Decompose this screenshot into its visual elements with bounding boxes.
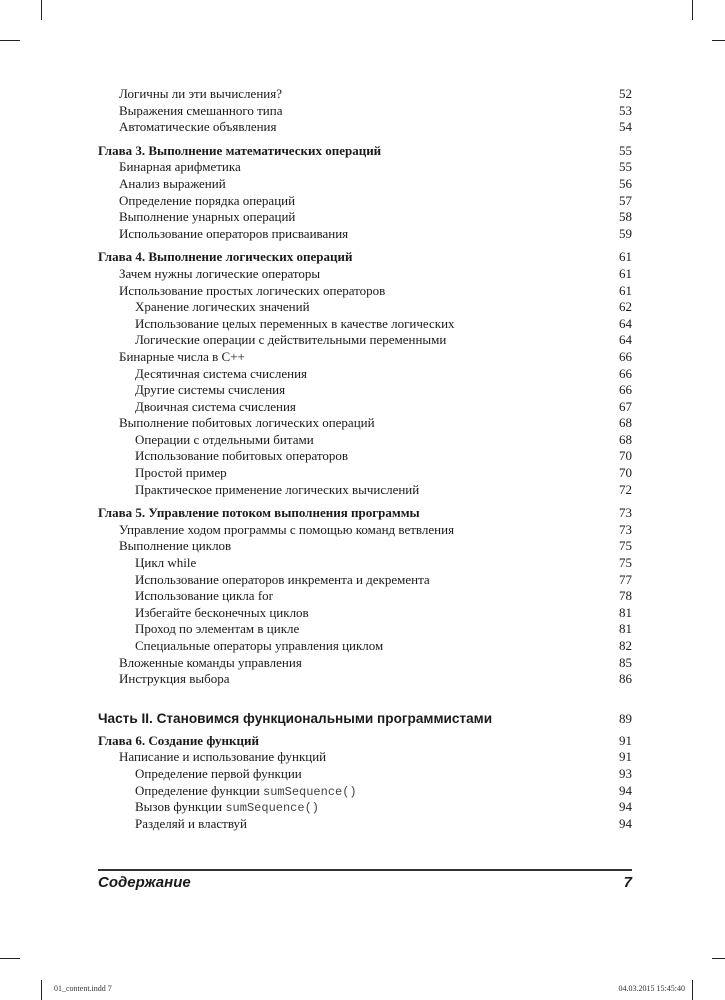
toc-entry-page: 53 xyxy=(619,102,632,118)
toc-entry-page: 67 xyxy=(619,398,632,414)
toc-entry-text: Цикл while xyxy=(135,555,197,571)
toc-entry[interactable] xyxy=(98,103,632,120)
toc-entry-title xyxy=(135,783,357,801)
toc-entry[interactable] xyxy=(98,638,632,655)
toc-entry-page: 82 xyxy=(619,638,632,653)
toc-entry-title xyxy=(135,465,227,482)
toc-entry[interactable] xyxy=(98,448,632,465)
toc-entry[interactable] xyxy=(98,816,632,833)
toc-entry-text: Бинарная арифметика xyxy=(119,159,241,175)
toc-entry-page: 75 xyxy=(619,538,632,554)
toc-entry-title xyxy=(135,448,348,465)
toc-entry-code: sumSequence() xyxy=(263,784,357,799)
toc-entry-text: Хранение логических значений xyxy=(135,299,310,315)
crop-mark xyxy=(41,980,42,1000)
toc-entry-text: Десятичная система счисления xyxy=(135,365,308,381)
toc-entry-page: 85 xyxy=(619,654,632,670)
toc-entry-page: 61 xyxy=(619,265,632,281)
toc-entry[interactable] xyxy=(98,316,632,333)
toc-chapter-entry[interactable] xyxy=(98,505,632,522)
toc-entry-title xyxy=(119,86,282,103)
crop-mark xyxy=(712,958,725,959)
toc-entry-page: 94 xyxy=(619,815,632,831)
toc-entry-title xyxy=(135,555,196,572)
toc-entry-text: Двоичная система счисления xyxy=(135,398,296,414)
toc-entry[interactable] xyxy=(98,522,632,539)
toc-entry[interactable] xyxy=(98,399,632,416)
toc-entry[interactable] xyxy=(98,332,632,349)
toc-entry-text: Автоматические объявления xyxy=(119,119,277,135)
toc-entry-title xyxy=(119,349,245,366)
toc-entry-title xyxy=(98,249,352,266)
toc-entry[interactable] xyxy=(98,799,632,816)
toc-entry-title xyxy=(135,621,299,638)
toc-entry-title xyxy=(119,266,320,283)
toc-entry-text: Вызов функции xyxy=(135,799,226,815)
toc-entry-title xyxy=(135,766,302,783)
toc-entry-page: 91 xyxy=(619,732,632,748)
toc-entry-page: 55 xyxy=(619,142,632,158)
toc-entry-text: Зачем нужны логические операторы xyxy=(119,265,321,281)
toc-entry[interactable] xyxy=(98,119,632,136)
toc-entry-page: 86 xyxy=(619,671,632,687)
toc-entry[interactable] xyxy=(98,621,632,638)
toc-entry-text: Глава 3. Выполнение математических операций xyxy=(98,142,382,158)
toc-entry-text: Использование простых логических операторов xyxy=(119,282,386,298)
toc-entry-page: 56 xyxy=(619,175,632,191)
toc-entry[interactable] xyxy=(98,209,632,226)
toc-entry-text: Определение порядка операций xyxy=(119,192,296,208)
toc-entry-title xyxy=(119,159,241,176)
toc-entry-title xyxy=(98,710,492,728)
toc-entry-title xyxy=(135,432,314,449)
toc-entry-text: Глава 4. Выполнение логических операций xyxy=(98,249,353,265)
toc-entry-title xyxy=(135,399,296,416)
crop-mark xyxy=(0,958,20,959)
crop-mark xyxy=(692,0,693,20)
toc-entry-text: Использование операторов присваивания xyxy=(119,225,349,241)
toc-entry-page: 68 xyxy=(619,431,632,447)
toc-entry-title xyxy=(135,605,309,622)
toc-entry-title xyxy=(135,588,273,605)
toc-entry-text: Инструкция выбора xyxy=(119,671,230,687)
toc-entry-page: 94 xyxy=(619,782,632,798)
toc-entry-page: 70 xyxy=(619,465,632,481)
toc-entry-code: sumSequence() xyxy=(225,801,319,816)
toc-entry-title xyxy=(135,332,446,349)
toc-entry[interactable] xyxy=(98,299,632,316)
toc-entry[interactable] xyxy=(98,226,632,243)
toc-entry[interactable] xyxy=(98,465,632,482)
toc-entry-title xyxy=(119,415,375,432)
toc-entry-text: Логичны ли эти вычисления? xyxy=(119,86,282,101)
toc-entry-page: 93 xyxy=(619,765,632,781)
toc-entry-text: Вложенные команды управления xyxy=(119,654,302,670)
running-footer-title: Содержание xyxy=(98,874,191,891)
crop-mark xyxy=(0,40,20,41)
footer-rule xyxy=(98,869,632,871)
toc-entry-page: 64 xyxy=(619,332,632,348)
toc-entry[interactable] xyxy=(98,193,632,210)
toc-entry[interactable] xyxy=(98,159,632,176)
toc-entry-title xyxy=(119,226,348,243)
toc-entry-page: 72 xyxy=(619,481,632,497)
toc-entry-page: 75 xyxy=(619,555,632,571)
toc-entry-text: Определение функции xyxy=(135,782,264,798)
toc-entry-text: Операции с отдельными битами xyxy=(135,431,314,447)
toc-entry-text: Логические операции с действительными переменными xyxy=(135,332,447,348)
toc-entry-page: 61 xyxy=(619,282,632,298)
toc-entry-page: 61 xyxy=(619,249,632,265)
toc-entry-title xyxy=(135,816,247,833)
toc-entry[interactable] xyxy=(98,588,632,605)
toc-entry-text: Использование цикла for xyxy=(135,588,273,604)
toc-entry[interactable] xyxy=(98,415,632,432)
toc-entry[interactable] xyxy=(98,572,632,589)
toc-entry-page: 94 xyxy=(619,799,632,815)
toc-entry-page: 81 xyxy=(619,621,632,637)
toc-entry-text: Выражения смешанного типа xyxy=(119,102,283,118)
toc-entry-title xyxy=(135,382,285,399)
toc-entry-title xyxy=(119,193,295,210)
toc-entry-text: Определение первой функции xyxy=(135,765,302,781)
crop-mark xyxy=(692,980,693,1000)
toc-entry[interactable] xyxy=(98,655,632,672)
crop-mark xyxy=(712,40,725,41)
toc-entry-page: 59 xyxy=(619,225,632,241)
toc-entry-title xyxy=(135,638,383,655)
toc-entry[interactable] xyxy=(98,605,632,622)
toc-entry-title xyxy=(119,209,295,226)
toc-entry-page: 78 xyxy=(619,588,632,604)
toc-entry-text: Использование целых переменных в качестве логических xyxy=(135,315,455,331)
toc-entry-text: Анализ выражений xyxy=(119,175,226,191)
slug-filename: 01_content.indd 7 xyxy=(54,984,112,993)
toc-entry-title xyxy=(119,522,454,539)
toc-entry-page: 64 xyxy=(619,315,632,331)
toc-entry-title xyxy=(135,366,307,383)
toc-entry-text: Глава 6. Создание функций xyxy=(98,732,259,748)
toc-entry-text: Избегайте бесконечных циклов xyxy=(135,604,309,620)
toc-entry[interactable] xyxy=(98,366,632,383)
toc-entry-text: Глава 5. Управление потоком выполнения программы xyxy=(98,505,420,521)
toc-entry-page: 73 xyxy=(619,521,632,537)
toc-entry-text: Выполнение унарных операций xyxy=(119,209,296,225)
toc-entry-title xyxy=(135,316,455,333)
toc-entry-page: 73 xyxy=(619,505,632,521)
toc-entry-page: 54 xyxy=(619,119,632,135)
toc-entry-title xyxy=(135,572,430,589)
toc-entry-page: 66 xyxy=(619,348,632,364)
toc-entry-text: Написание и использование функций xyxy=(119,749,327,765)
toc-entry-title xyxy=(119,671,230,688)
toc-chapter-entry[interactable] xyxy=(98,249,632,266)
toc-entry-page: 62 xyxy=(619,299,632,315)
toc-entry-page: 81 xyxy=(619,604,632,620)
toc-entry-title xyxy=(119,655,302,672)
toc-entry-page: 58 xyxy=(619,209,632,225)
toc-part-entry[interactable] xyxy=(98,710,632,728)
toc-entry[interactable] xyxy=(98,86,632,103)
toc-entry-title xyxy=(119,283,385,300)
toc-entry-title xyxy=(98,733,259,750)
toc-entry-page: 68 xyxy=(619,415,632,431)
toc-entry-page: 55 xyxy=(619,159,632,175)
toc-entry[interactable] xyxy=(98,783,632,800)
toc-entry-title xyxy=(119,103,282,120)
toc-entry-title xyxy=(119,119,276,136)
toc-entry-title xyxy=(135,799,319,817)
toc-entry[interactable] xyxy=(98,749,632,766)
toc-entry-title xyxy=(98,505,420,522)
toc-chapter-entry[interactable] xyxy=(98,733,632,750)
toc-entry-title xyxy=(119,176,226,193)
table-of-contents xyxy=(98,86,632,832)
toc-entry-text: Выполнение побитовых логических операций xyxy=(119,415,375,431)
toc-entry[interactable] xyxy=(98,432,632,449)
toc-entry-title xyxy=(119,749,326,766)
toc-entry-title xyxy=(119,538,231,555)
toc-entry[interactable] xyxy=(98,382,632,399)
toc-entry-text: Специальные операторы управления циклом xyxy=(135,638,384,653)
toc-entry[interactable] xyxy=(98,555,632,572)
toc-entry[interactable] xyxy=(98,766,632,783)
toc-entry-text: Проход по элементам в цикле xyxy=(135,621,300,637)
toc-chapter-entry[interactable] xyxy=(98,143,632,160)
toc-entry-page: 77 xyxy=(619,571,632,587)
page-number: 7 xyxy=(623,874,632,891)
toc-entry-page: 91 xyxy=(619,749,632,765)
toc-entry[interactable] xyxy=(98,671,632,688)
toc-entry[interactable] xyxy=(98,176,632,193)
toc-entry-page: 57 xyxy=(619,192,632,208)
toc-entry-text: Использование побитовых операторов xyxy=(135,448,349,464)
toc-entry-page: 66 xyxy=(619,382,632,398)
toc-entry-text: Выполнение циклов xyxy=(119,538,232,554)
toc-entry-page: 70 xyxy=(619,448,632,464)
toc-entry-page: 52 xyxy=(619,86,632,101)
toc-entry-title xyxy=(135,299,310,316)
toc-entry[interactable] xyxy=(98,266,632,283)
crop-mark xyxy=(41,0,42,20)
toc-entry-page: 66 xyxy=(619,365,632,381)
slug-timestamp: 04.03.2015 15:45:40 xyxy=(618,984,685,993)
toc-entry-text: Другие системы счисления xyxy=(135,382,286,398)
toc-entry-text: Часть II. Становимся функциональными программистами xyxy=(98,710,493,726)
toc-entry-text: Простой пример xyxy=(135,465,227,481)
toc-entry-text: Бинарные числа в C++ xyxy=(119,348,245,364)
toc-entry-title xyxy=(98,143,381,160)
toc-entry[interactable] xyxy=(98,538,632,555)
toc-entry-page: 89 xyxy=(619,710,632,726)
toc-entry[interactable] xyxy=(98,482,632,499)
toc-entry-text: Управление ходом программы с помощью команд ветвления xyxy=(119,521,455,537)
toc-entry[interactable] xyxy=(98,349,632,366)
toc-entry-text: Разделяй и властвуй xyxy=(135,815,247,831)
toc-entry-text: Практическое применение логических вычислений xyxy=(135,481,420,497)
toc-entry-text: Использование операторов инкремента и декремента xyxy=(135,571,430,587)
toc-entry-title xyxy=(135,482,419,499)
toc-entry[interactable] xyxy=(98,283,632,300)
